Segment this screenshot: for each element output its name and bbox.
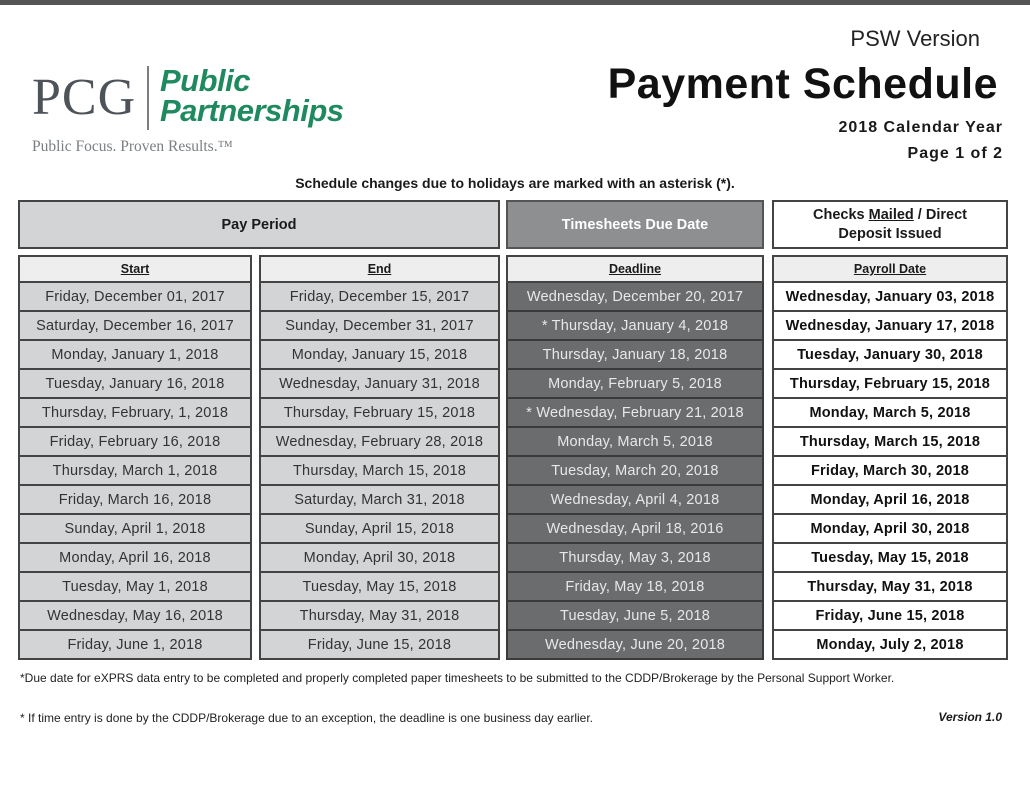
cell-start: Wednesday, May 16, 2018: [18, 602, 252, 631]
table-row: [0, 370, 1030, 399]
top-rule: [0, 0, 1030, 5]
cell-payroll-date: Monday, April 30, 2018: [772, 515, 1008, 544]
cell-start: Friday, March 16, 2018: [18, 486, 252, 515]
table-row: [0, 312, 1030, 341]
table-row: [0, 457, 1030, 486]
cell-start: Monday, April 16, 2018: [18, 544, 252, 573]
cell-deadline: Tuesday, June 5, 2018: [506, 602, 764, 631]
cell-end: Wednesday, January 31, 2018: [259, 370, 500, 399]
holiday-notice-text: Schedule changes due to holidays are marked with an asterisk (*).: [295, 175, 735, 191]
column-header-start: Start: [18, 255, 252, 283]
calendar-year: 2018 Calendar Year: [838, 119, 1003, 136]
table-row: [0, 399, 1030, 428]
cell-end: Sunday, December 31, 2017: [259, 312, 500, 341]
logo-line1: Public: [160, 63, 251, 98]
table-row: [0, 283, 1030, 312]
cell-start: Thursday, February, 1, 2018: [18, 399, 252, 428]
cell-payroll-date: Monday, April 16, 2018: [772, 486, 1008, 515]
cell-end: Tuesday, May 15, 2018: [259, 573, 500, 602]
cell-deadline: Monday, February 5, 2018: [506, 370, 764, 399]
document-version: Version 1.0: [938, 710, 1002, 724]
table-row: [0, 428, 1030, 457]
cell-end: Wednesday, February 28, 2018: [259, 428, 500, 457]
cell-end: Friday, December 15, 2017: [259, 283, 500, 312]
logo-tagline: Public Focus. Proven Results.™: [32, 138, 233, 155]
cell-end: Saturday, March 31, 2018: [259, 486, 500, 515]
checks-line1-post: / Direct: [913, 206, 967, 223]
table-row: [0, 573, 1030, 602]
logo-pcg-text: PCG: [32, 69, 137, 126]
cell-payroll-date: Thursday, February 15, 2018: [772, 370, 1008, 399]
column-header-deadline: Deadline: [506, 255, 764, 283]
table-row: [0, 631, 1030, 660]
cell-start: Friday, June 1, 2018: [18, 631, 252, 660]
cell-end: Thursday, March 15, 2018: [259, 457, 500, 486]
cell-start: Tuesday, January 16, 2018: [18, 370, 252, 399]
table-row: [0, 544, 1030, 573]
cell-end: Friday, June 15, 2018: [259, 631, 500, 660]
cell-payroll-date: Wednesday, January 17, 2018: [772, 312, 1008, 341]
cell-end: Monday, January 15, 2018: [259, 341, 500, 370]
cell-start: Sunday, April 1, 2018: [18, 515, 252, 544]
version-label: PSW Version: [850, 26, 980, 51]
page-number: Page 1 of 2: [907, 145, 1003, 162]
cell-payroll-date: Thursday, May 31, 2018: [772, 573, 1008, 602]
table-row: [0, 486, 1030, 515]
footnote-due-date: *Due date for eXPRS data entry to be completed and properly completed paper timesheets to be submitted to the CDDP/Brokerage by the Personal Support Worker.: [20, 671, 895, 685]
cell-start: Monday, January 1, 2018: [18, 341, 252, 370]
checks-line2: Deposit Issued: [838, 225, 942, 242]
cell-start: Friday, February 16, 2018: [18, 428, 252, 457]
group-header-pay-period: Pay Period: [18, 200, 500, 249]
cell-deadline: Friday, May 18, 2018: [506, 573, 764, 602]
logo-divider: [147, 66, 149, 130]
cell-payroll-date: Thursday, March 15, 2018: [772, 428, 1008, 457]
cell-deadline: Thursday, January 18, 2018: [506, 341, 764, 370]
table-row: [0, 341, 1030, 370]
logo-line2: Partnerships: [160, 93, 344, 128]
footnote-exception: * If time entry is done by the CDDP/Brokerage due to an exception, the deadline is one business day earlier.: [20, 711, 593, 725]
pcg-logo: [30, 64, 360, 164]
cell-payroll-date: Monday, March 5, 2018: [772, 399, 1008, 428]
cell-deadline: Wednesday, June 20, 2018: [506, 631, 764, 660]
cell-payroll-date: Tuesday, May 15, 2018: [772, 544, 1008, 573]
schedule-table: [0, 283, 1030, 660]
holiday-notice: [0, 175, 1030, 191]
cell-start: Saturday, December 16, 2017: [18, 312, 252, 341]
cell-end: Thursday, May 31, 2018: [259, 602, 500, 631]
cell-deadline: Thursday, May 3, 2018: [506, 544, 764, 573]
cell-start: Thursday, March 1, 2018: [18, 457, 252, 486]
logo-public-partnerships: [160, 63, 344, 128]
group-header-checks: [772, 200, 1008, 249]
cell-deadline: * Thursday, January 4, 2018: [506, 312, 764, 341]
cell-payroll-date: Monday, July 2, 2018: [772, 631, 1008, 660]
page-title: Payment Schedule: [607, 60, 998, 108]
cell-payroll-date: Friday, March 30, 2018: [772, 457, 1008, 486]
cell-payroll-date: Friday, June 15, 2018: [772, 602, 1008, 631]
table-row: [0, 515, 1030, 544]
cell-deadline: Wednesday, April 4, 2018: [506, 486, 764, 515]
cell-end: Sunday, April 15, 2018: [259, 515, 500, 544]
cell-payroll-date: Tuesday, January 30, 2018: [772, 341, 1008, 370]
cell-payroll-date: Wednesday, January 03, 2018: [772, 283, 1008, 312]
cell-deadline: Wednesday, December 20, 2017: [506, 283, 764, 312]
column-header-end: End: [259, 255, 500, 283]
table-row: [0, 602, 1030, 631]
column-header-payroll-date: Payroll Date: [772, 255, 1008, 283]
checks-mailed: Mailed: [868, 206, 914, 223]
cell-start: Friday, December 01, 2017: [18, 283, 252, 312]
cell-deadline: * Wednesday, February 21, 2018: [506, 399, 764, 428]
cell-end: Monday, April 30, 2018: [259, 544, 500, 573]
cell-deadline: Monday, March 5, 2018: [506, 428, 764, 457]
cell-deadline: Wednesday, April 18, 2016: [506, 515, 764, 544]
checks-line1-pre: Checks: [813, 206, 869, 223]
checks-line1: [813, 206, 967, 225]
cell-end: Thursday, February 15, 2018: [259, 399, 500, 428]
cell-start: Tuesday, May 1, 2018: [18, 573, 252, 602]
cell-deadline: Tuesday, March 20, 2018: [506, 457, 764, 486]
group-header-timesheets-due: Timesheets Due Date: [506, 200, 764, 249]
